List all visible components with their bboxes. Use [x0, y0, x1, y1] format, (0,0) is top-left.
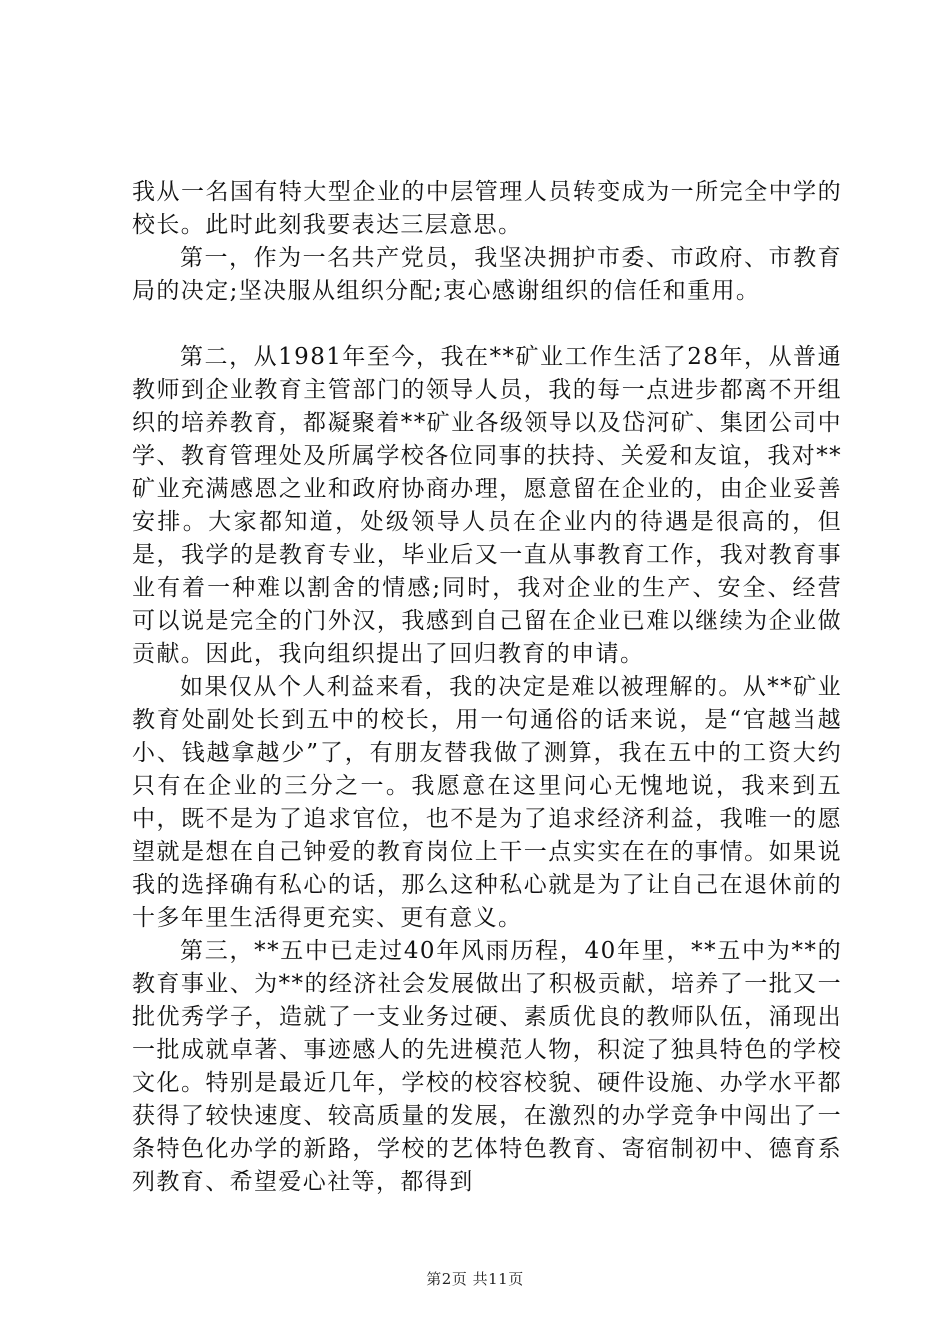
paragraph-personal-interest: 如果仅从个人利益来看，我的决定是难以被理解的。从**矿业教育处副处长到五中的校长，用一句通俗的话来说，是“官越当越小、钱越拿越少”了，有朋友替我做了测算，我在五中的工资大约只有在企业的三分之一。我愿意在这里问心无愧地说，我来到五中，既不是为了追求官位，也不是为了追求经济利益，我唯一的愿望就是想在自己钟爱的教育岗位上干一点实实在在的事情。如果说我的选择确有私心的话，那么这种私心就是为了让自己在退休前的十多年里生活得更充实、更有意义。: [132, 674, 842, 931]
document-body: [132, 176, 842, 1199]
paragraph-intro: 我从一名国有特大型企业的中层管理人员转变成为一所完全中学的校长。此时此刻我要表达三层意思。: [132, 179, 842, 238]
paragraph-second-point: 第二，从1981年至今，我在**矿业工作生活了28年，从普通教师到企业教育主管部门的领导人员，我的每一点进步都离不开组织的培养教育，都凝聚着**矿业各级领导以及岱河矿、集团公司中学、教育管理处及所属学校各位同事的扶持、关爱和友谊，我对**矿业充满感恩之业和政府协商办理，愿意留在企业的，由企业妥善安排。大家都知道，处级领导人员在企业内的待遇是很高的，但是，我学的是教育专业，毕业后又一直从事教育工作，我对教育事业有着一种难以割舍的情感;同时，我对企业的生产、安全、经营可以说是完全的门外汉，我感到自己留在企业已难以继续为企业做贡献。因此，我向组织提出了回归教育的申请。: [132, 344, 842, 667]
page-number-footer: 第2页 共11页: [426, 1270, 524, 1288]
paragraph-first-point: 第一，作为一名共产党员，我坚决拥护市委、市政府、市教育局的决定;坚决服从组织分配;衷心感谢组织的信任和重用。: [132, 245, 842, 304]
paragraph-third-point: 第三，**五中已走过40年风雨历程，40年里，**五中为**的教育事业、为**的经济社会发展做出了积极贡献，培养了一批又一批优秀学子，造就了一支业务过硬、素质优良的教师队伍，涌现出一批成就卓著、事迹感人的先进模范人物，积淀了独具特色的学校文化。特别是最近几年，学校的校容校貌、硬件设施、办学水平都获得了较快速度、较高质量的发展，在激烈的办学竞争中闯出了一条特色化办学的新路，学校的艺体特色教育、寄宿制初中、德育系列教育、希望爱心社等，都得到: [132, 938, 842, 1195]
